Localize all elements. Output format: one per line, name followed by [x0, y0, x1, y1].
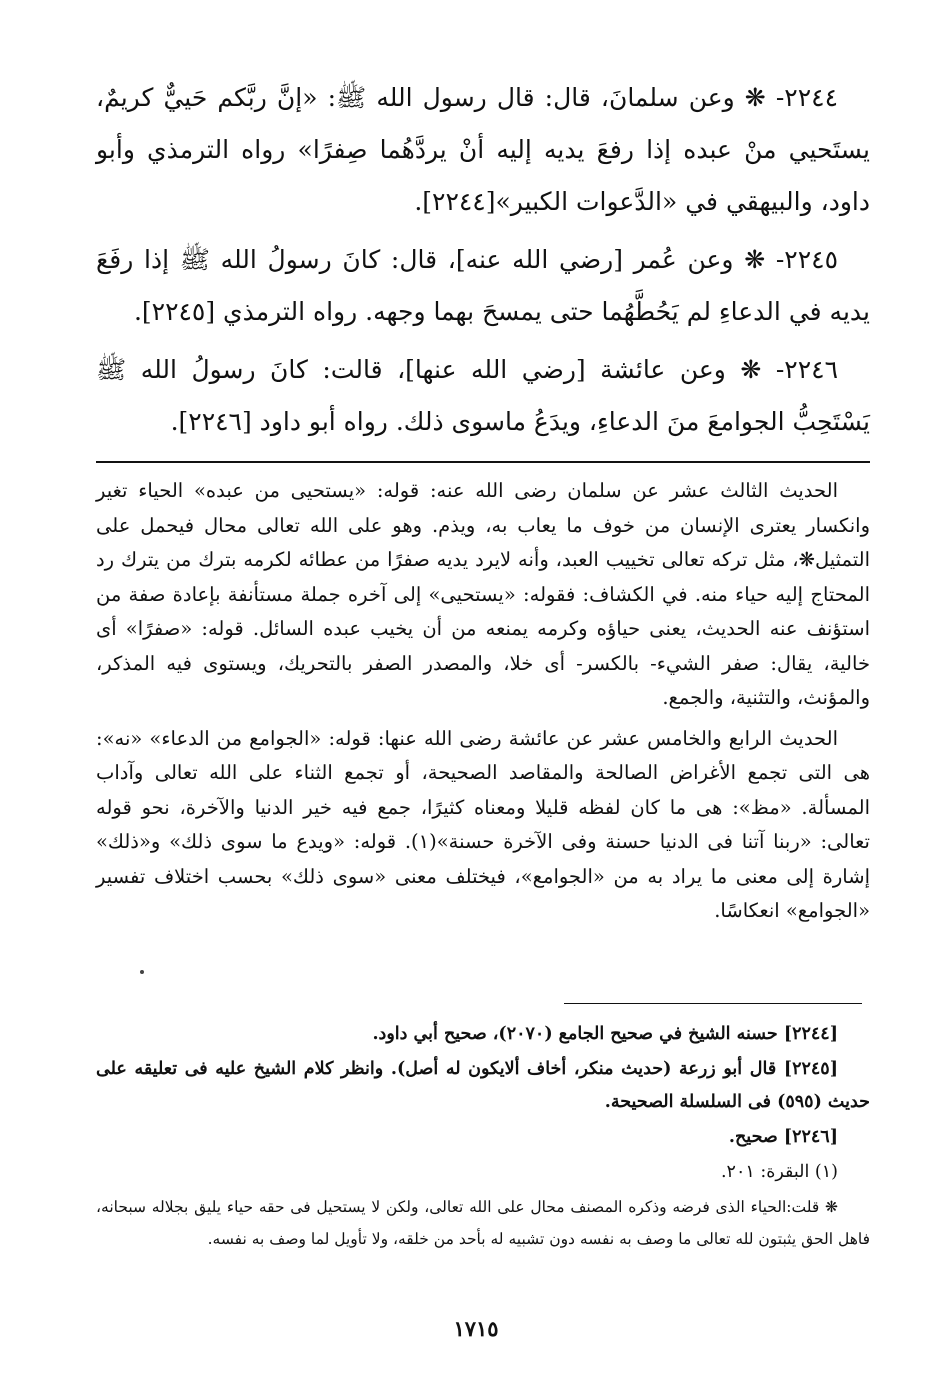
commentary-paragraph: الحديث الثالث عشر عن سلمان رضى الله عنه: قوله: «يستحيى من عبده» الحياء تغير وانكسار يعترى الإنسان من خوف ما يعاب به، ويذم. وهو على الله تعالى محال فيحمل على التمثيل❋، مثل تركه تعالى تخييب العبد، وأنه لايرد يديه صفرًا من عطائه لكرمه بترك من يترك رد المحتاج إليه حياء منه. في الكشاف: فقوله: «يستحيى» إلى آخره جملة مستأنفة بإعادة صفة من استؤنف عنه الحديث، يعنى حياؤه وكرمه يمنعه من أن يخيب عبده السائل. قوله: «صفرًا» أى خالية، يقال: صفر الشيء- بالكسر- أى خلا، والمصدر الصفر بالتحريك، ويستوى فيه المذكر، والمؤنث، والتثنية، والجمع. — [96, 479, 870, 709]
hadith-2245: ٢٢٤٥- ❋ وعن عُمر [رضي الله عنه]، قال: كانَ رسولُ الله ﷺ إذا رفَعَ يديه في الدعاءِ لم يَحُطَّهُما حتى يمسحَ بهما وجهه. رواه الترمذي [٢٢٤٥]. — [96, 245, 870, 326]
commentary-paragraph: الحديث الرابع والخامس عشر عن عائشة رضى الله عنها: قوله: «الجوامع من الدعاء» «نه»: هى التى تجمع الأغراض الصالحة والمقاصد الصحيحة، أو تجمع الثناء على الله تعالى وآداب المسألة. «مظ»: هى ما كان لفظه قليلا ومعناه كثيرًا، جمع فيه خير الدنيا والآخرة، نحو قوله تعالى: «ربنا آتنا فى الدنيا حسنة وفى الآخرة حسنة»(١). قوله: «ويدع ما سوى ذلك» و«ذلك» إشارة إلى معنى ما يراد به من «الجوامع»، فيختلف معنى «سوى ذلك» بحسب اختلاف تفسير «الجوامع» انعكاسًا. — [96, 726, 870, 922]
section-divider — [96, 461, 870, 463]
editor-remark: ❋ قلت:الحياء الذى فرضه وذكره المصنف محال على الله تعالى، ولكن لا يستحيل فى حقه حياء يليق بجلاله سبحانه، فاهل الحق يثبتون لله تعالى ما وصف به نفسه دون تشبيه له بأحد من خلقه، ولا تأويل لما وصف به نفسه. — [96, 1198, 870, 1248]
page-number: ١٧١٥ — [453, 1316, 499, 1341]
takhrij-note: [٢٢٤٥] قال أبو زرعة (حديث منكر، أخاف ألايكون له أصل). وانظر كلام الشيخ عليه فى تعليقه على حديث (٥٩٥) فى السلسلة الصحيحة. — [96, 1059, 870, 1112]
footnote: (١) البقرة: ٢٠١. — [720, 1162, 838, 1182]
commentary-section — [96, 474, 870, 935]
hadith-section — [96, 72, 870, 454]
hadith-2246: ٢٢٤٦- ❋ وعن عائشة [رضي الله عنها]، قالت: كانَ رسولُ الله ﷺ يَسْتَحِبُّ الجوامعَ منَ الدعاءِ، ويدَعُ ماسوى ذلك. رواه أبو داود [٢٢٤٦]. — [96, 355, 870, 436]
takhrij-note: [٢٢٤٦] صحيح. — [728, 1127, 838, 1147]
stray-dot — [140, 970, 144, 974]
hadith-2244: ٢٢٤٤- ❋ وعن سلمانَ، قال: قال رسول الله ﷺ: «إنَّ ربَّكم حَييٌّ كريمٌ، يستَحيي منْ عبده إذا رفعَ يديه إليه أنْ يردَّهُما صِفرًا» رواه الترمذي وأبو داود، والبيهقي في «الدَّعوات الكبير»[٢٢٤٤]. — [96, 83, 870, 216]
notes-section — [96, 1018, 870, 1255]
takhrij-note: [٢٢٤٤] حسنه الشيخ في صحيح الجامع (٢٠٧٠)، صحيح أبي داود. — [372, 1024, 838, 1044]
notes-divider — [564, 1003, 862, 1004]
